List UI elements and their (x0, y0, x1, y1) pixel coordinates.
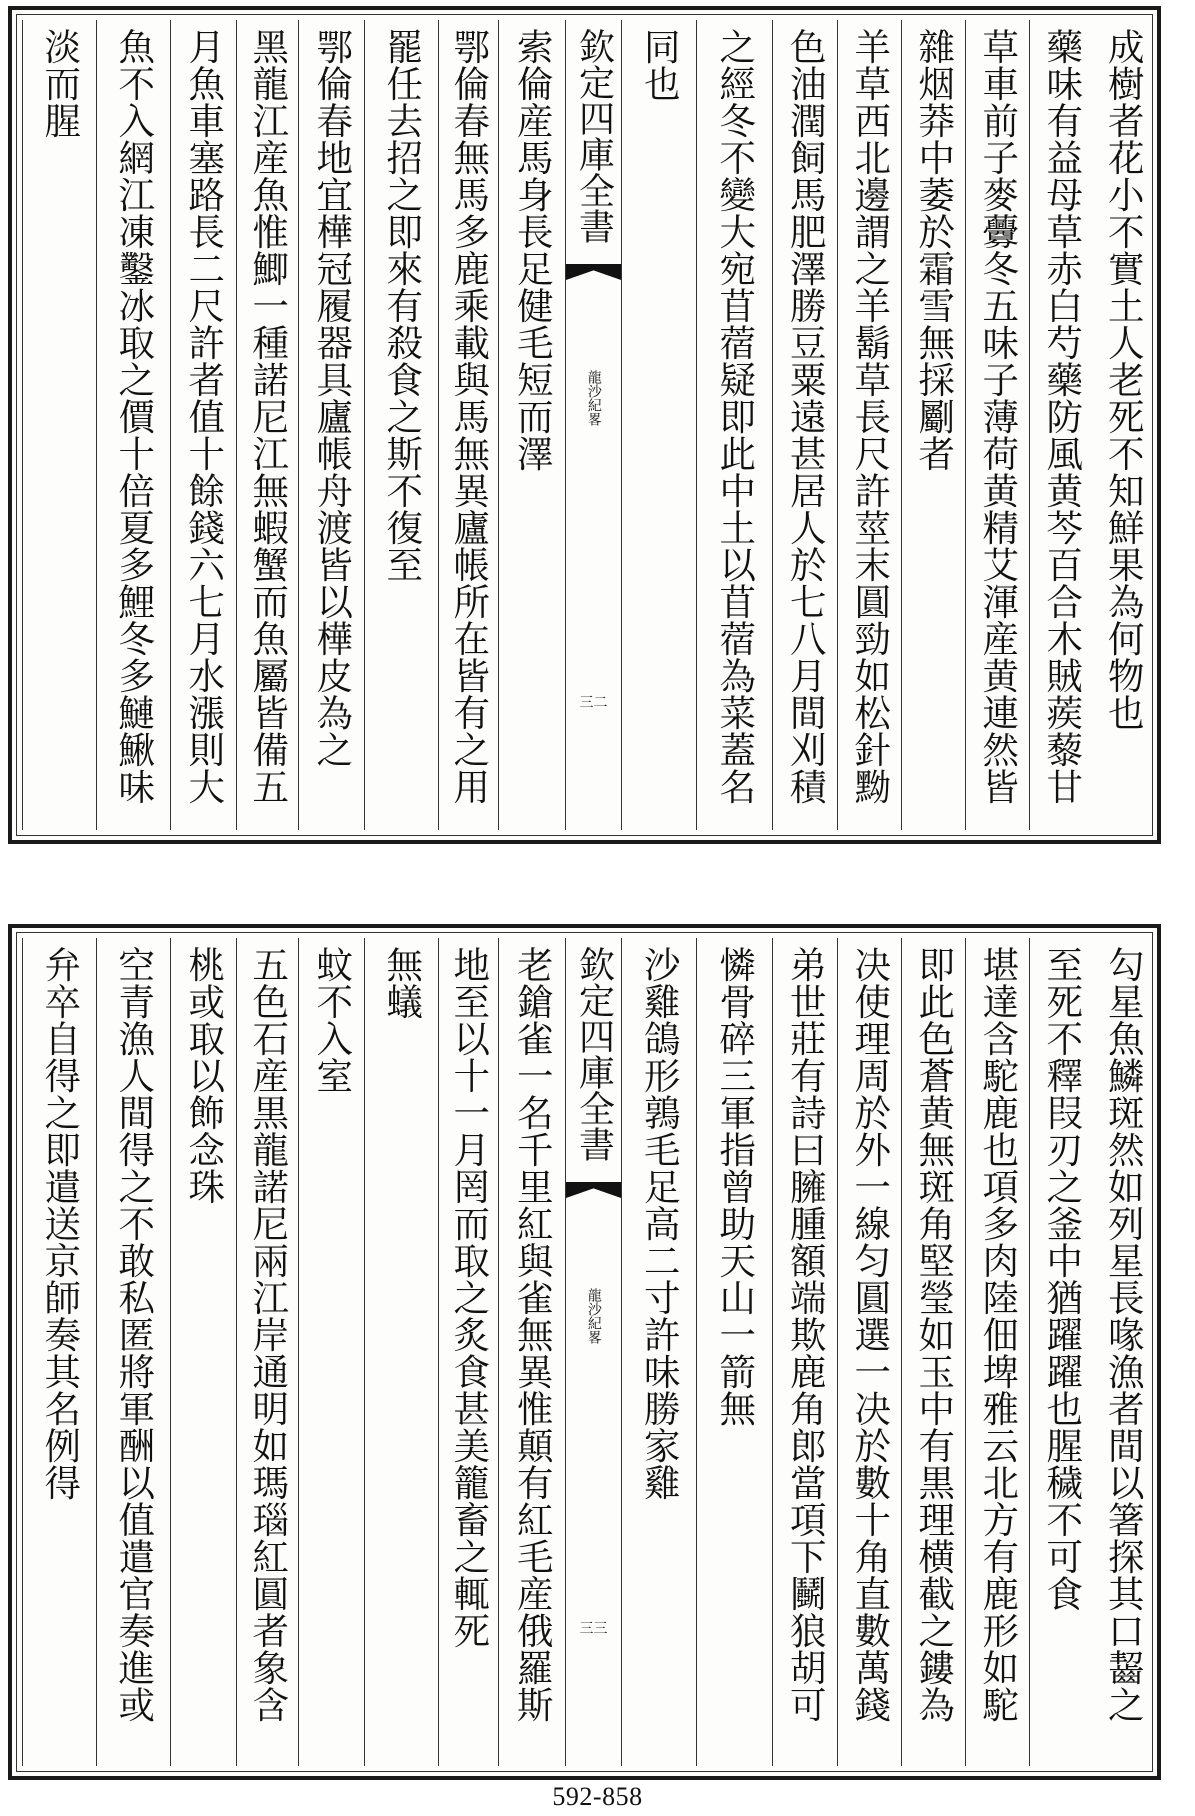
top-page-frame (8, 6, 1161, 844)
column-text: 無蟻 (380, 946, 424, 1020)
banxin (565, 938, 621, 1766)
column-text: 藥味有益母草赤白芍藥防風黄芩百合木賊蒺藜甘 (1040, 28, 1084, 805)
column-text: 决使理周於外一線匀圓選一决於數十角直數萬錢 (848, 946, 892, 1723)
banxin-page-number: 三二 (579, 695, 608, 711)
text-column (364, 938, 438, 1766)
column-text: 至死不釋叚刃之釜中猶躍躍也腥穢不可食 (1040, 946, 1084, 1612)
column-text: 弁卒自得之即遣送京師奏其名例得 (38, 946, 82, 1501)
banxin (565, 20, 621, 830)
column-text: 鄂倫春無馬多鹿乘載與馬無異廬帳所在皆有之用 (447, 28, 491, 805)
text-column (170, 20, 236, 830)
column-text: 地至以十一月罔而取之炙食甚美籠畜之輒死 (447, 946, 491, 1649)
column-text: 色油潤飼馬肥澤勝豆粟遠甚居人於七八月間刈積 (784, 28, 828, 805)
banxin-title: 欽定四庫全書 (573, 946, 615, 1162)
text-column (22, 20, 96, 830)
column-text: 同也 (638, 28, 682, 102)
column-text: 淡而腥 (38, 28, 82, 139)
text-column (965, 20, 1029, 830)
text-column (170, 938, 236, 1766)
banxin-title: 欽定四庫全書 (573, 28, 615, 244)
text-column (772, 938, 837, 1766)
column-text: 弟世莊有詩曰臃腫額端欺鹿角郎當項下鬭狼胡可 (784, 946, 828, 1723)
text-column (438, 20, 498, 830)
bottom-page-frame (8, 924, 1161, 1780)
text-column (96, 20, 170, 830)
text-column (96, 938, 170, 1766)
column-text: 五色石産黒龍諾尼兩江岸通明如瑪瑙紅圓者象含 (246, 946, 290, 1723)
text-column (696, 938, 772, 1766)
page-code: 592-858 (552, 1782, 643, 1811)
text-column (1093, 20, 1153, 830)
column-text: 索倫産馬身長足健毛短而澤 (511, 28, 555, 472)
column-text: 空青漁人間得之不敢私匿將軍酬以值遣官奏進或 (112, 946, 156, 1723)
text-column (901, 938, 965, 1766)
text-column (498, 20, 565, 830)
text-column (236, 938, 298, 1766)
banxin-book-title: 龍沙紀畧 (585, 370, 602, 426)
column-text: 草車前子麥虋冬五味子薄荷黄精艾渾産黄連然皆 (976, 28, 1020, 805)
column-text: 成樹者花小不實土人老死不知鮮果為何物也 (1102, 28, 1146, 731)
fishtail-mark (566, 264, 621, 280)
column-text: 雜烟莽中萎於霜雪無採劚者 (912, 28, 956, 472)
column-text: 黑龍江産魚惟鯽一種諾尼江無蝦蟹而魚屬皆備五 (246, 28, 290, 805)
column-text: 蚊不入室 (310, 946, 354, 1094)
text-column (298, 20, 364, 830)
text-column (1029, 20, 1093, 830)
text-column (364, 20, 438, 830)
text-column (438, 938, 498, 1766)
text-column (1093, 938, 1153, 1766)
column-text: 月魚車塞路長二尺許者值十餘錢六七月水漲則大 (182, 28, 226, 805)
text-column (965, 938, 1029, 1766)
column-text: 罷任去招之即來有殺食之斯不復至 (380, 28, 424, 583)
column-text: 老鎗雀一名千里紅與雀無異惟顛有紅毛産俄羅斯 (511, 946, 555, 1723)
text-column (498, 938, 565, 1766)
column-text: 勾星魚鱗斑然如列星長喙漁者間以箸探其口齧之 (1102, 946, 1146, 1723)
column-text: 桃或取以飾念珠 (182, 946, 226, 1205)
text-column (772, 20, 837, 830)
column-text: 鄂倫春地宜樺冠履器具廬帳舟渡皆以樺皮為之 (310, 28, 354, 768)
text-column (901, 20, 965, 830)
banxin-book-title: 龍沙紀畧 (585, 1288, 602, 1344)
column-text: 憐骨碎三軍指曾助天山一箭無 (713, 946, 757, 1427)
banxin-page-number: 三三 (579, 1621, 608, 1637)
column-text: 沙雞鴿形鶉毛足高二寸許味勝家雞 (638, 946, 682, 1501)
text-column (1029, 938, 1093, 1766)
text-column (621, 938, 696, 1766)
column-text: 即此色蒼黄無斑角堅瑩如玉中有黒理横截之鏤為 (912, 946, 956, 1723)
text-column (22, 938, 96, 1766)
fishtail-mark (566, 1182, 621, 1198)
column-text: 羊草西北邊謂之羊鬍草長尺許莖末圓勁如松針黝 (848, 28, 892, 805)
text-column (621, 20, 696, 830)
text-column (236, 20, 298, 830)
text-column (696, 20, 772, 830)
text-column (837, 20, 901, 830)
column-text: 之經冬不變大宛苜蓿疑即此中土以苜蓿為菜蓋名 (713, 28, 757, 805)
column-text: 堪達含駝鹿也項多肉陸佃埤雅云北方有鹿形如駝 (976, 946, 1020, 1723)
column-text: 魚不入網江凍鑿冰取之價十倍夏多鯉冬多鰱鰍味 (112, 28, 156, 805)
text-column (837, 938, 901, 1766)
text-column (298, 938, 364, 1766)
